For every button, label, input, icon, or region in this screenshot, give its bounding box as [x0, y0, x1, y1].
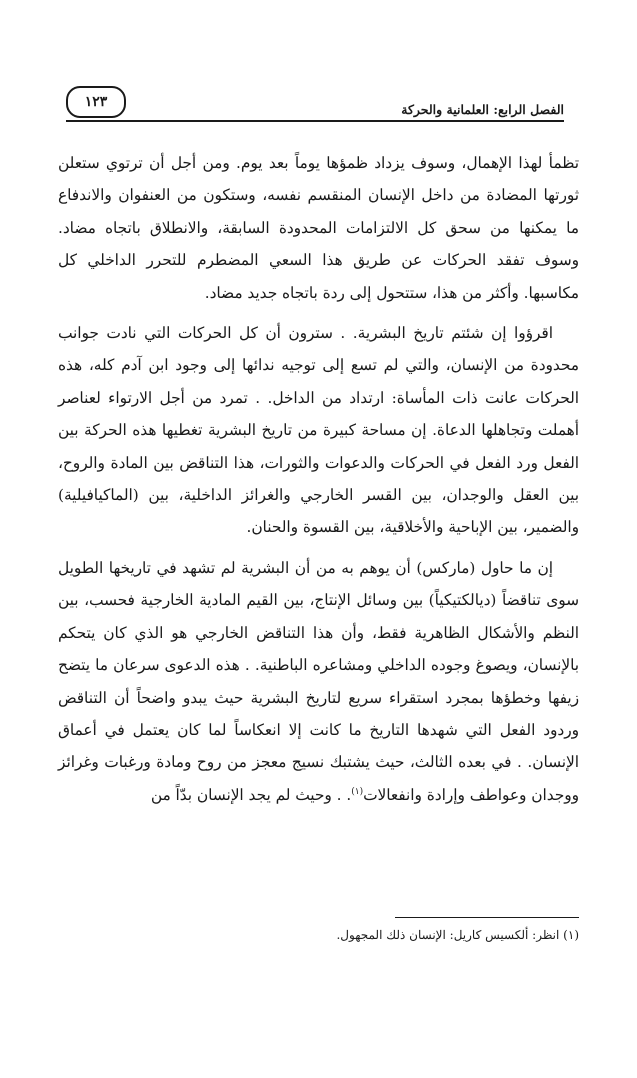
- footnote-rule: [395, 917, 579, 918]
- footnote-reference: (١): [351, 786, 364, 797]
- paragraph-1: تظمأ لهذا الإهمال، وسوف يزداد ظمؤها يوماً بعد يوم. ومن أجل أن ترتوي ستعلن ثورتها المضادة من داخل الإنسان المنقسم نفسه، وستكون من العنفوان والاندفاع ما يمكنها من سحق كل الالتزامات المحدودة السابقة، والانطلاق باتجاه مضاد. وسوف تفقد الحركات عن طريق هذا السعي المضطرم للتحرر الداخلي كل مكاسبها. وأكثر من هذا، ستتحول إلى ردة باتجاه جديد مضاد.: [58, 154, 579, 302]
- footnote: (١) انظر: ألكسيس كاريل: الإنسان ذلك المجهول.: [336, 928, 579, 942]
- chapter-title: الفصل الرابع: العلمانية والحركة: [401, 102, 564, 117]
- body-text: [58, 147, 579, 819]
- paragraph-3-tail: . . وحيث لم يجد الإنسان بدّاً من: [150, 785, 352, 804]
- header-rule: [66, 120, 564, 122]
- paragraph-2: اقرؤوا إن شئتم تاريخ البشرية. . سترون أن كل الحركات التي نادت جوانب محدودة من الإنسان، والتي لم تسع إلى توجيه ندائها إلى وجود ابن آدم كله، هذه الحركات عانت ذات المأساة: ارتداد من الداخل. . تمرد من أجل الارتواء لعناصر أهملت وتجاهلها الدعاة. إن مساحة كبيرة من تاريخ البشرية تغطيها هذه الحركة بين الفعل ورد الفعل في الحركات والدعوات والثورات، هذا التناقض بين المادة والروح، بين العقل والوجدان، بين القسر الخارجي والغرائز الداخلية، بين (الماكيافيلية) والضمير، بين الإباحية والأخلاقية، بين القسوة والحنان.: [58, 324, 579, 537]
- paragraph-3-text: إن ما حاول (ماركس) أن يوهم به من أن البشرية لم تشهد في تاريخها الطويل سوى تناقضاً (ديالكتيكياً) بين وسائل الإنتاج، بين القيم المادية الخارجية فحسب، بين النظم والأشكال الظاهرية فقط، وأن هذا التناقض الخارجي هو الذي كان يتحكم بالإنسان، ويصوغ وجوده الداخلي ومشاعره الباطنية. . هذه الدعوى سرعان ما يتضح زيفها وخطؤها بمجرد استقراء سريع لتاريخ البشرية حيث يبدو واضحاً أن التناقض وردود الفعل التي شهدها التاريخ ما كانت إلا انعكاساً لما كان يعتمل في أعماق الإنسان. . في بعده الثالث، حيث يشتبك نسيج معجز من روح ومادة ورغبات وغرائز ووجدان وعواطف وإرادة وانفعالات: [58, 558, 579, 804]
- paragraph-3: [58, 552, 579, 811]
- page-number: ١٢٣: [66, 86, 126, 118]
- page-header: [66, 86, 564, 128]
